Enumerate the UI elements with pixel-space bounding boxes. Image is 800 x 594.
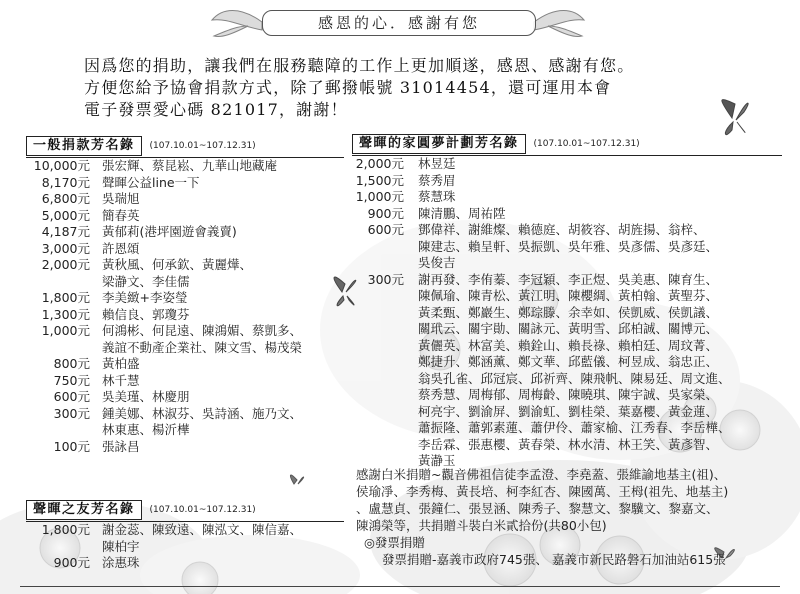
donor-row — [352, 206, 782, 223]
note-line: 侯瑜凈、李秀梅、黃長培、柯李紅杏、陳國萬、王栂(祖先、地基主) — [356, 484, 729, 499]
donation-amount: 1,000元 — [355, 189, 404, 204]
donor-row — [26, 175, 346, 192]
donation-amount: 1,800元 — [41, 522, 90, 537]
note-line: 發票捐贈-嘉義市政府745張、 嘉義市新民路磐石加油站615張 — [382, 552, 726, 567]
donor-names: 黃郁莉(港坪園遊會義賣) — [102, 224, 237, 239]
donor-names-continued: 梁瀞文、李佳儒 — [102, 273, 190, 289]
friends-heading: 聲暉之友芳名錄 — [26, 500, 142, 520]
donor-row — [26, 522, 346, 539]
donor-row — [26, 241, 346, 258]
donor-row — [26, 373, 346, 390]
dream-plan-list — [352, 156, 782, 470]
donor-names-continued: 陳佩瑜、陳青松、黃江明、陳櫻綢、黃柏翰、黃聖芬、 — [418, 288, 719, 303]
rice-and-invoice-notes — [356, 466, 728, 568]
donor-row — [26, 208, 346, 225]
donor-names: 賴信良、郭瓊芬 — [102, 306, 190, 322]
donor-row — [352, 189, 782, 206]
donor-row — [26, 389, 346, 406]
friends-header — [26, 500, 256, 520]
donor-names-continued: 陳建志、賴呈軒、吳振凱、吳年雅、吳彥儒、吳彥廷、 — [418, 238, 719, 254]
donation-amount: 1,000元 — [41, 323, 90, 338]
donor-names: 李美緻+李姿瑩 — [102, 290, 188, 305]
donor-row — [352, 173, 782, 190]
donor-names: 張宏輝、蔡昆崧、九華山地藏庵 — [102, 158, 278, 173]
donor-names-continued: 蕭振隆、蕭郭素蓮、蕭伊伶、蕭家榆、江秀春、李岳樺、 — [418, 420, 731, 435]
donor-names: 陳清鵬、周祐陞 — [418, 205, 506, 221]
donor-row — [26, 158, 346, 175]
donor-names-continued: 黃瀞玉 — [418, 453, 456, 468]
donor-row — [26, 439, 346, 456]
donor-names: 黃柏盛 — [102, 356, 140, 371]
note-line: 、盧慧貞、張鐘仁、張昱涵、陳秀子、黎慧文、黎驥文、黎嘉文、 — [356, 501, 719, 516]
donation-amount: 3,000元 — [41, 240, 90, 256]
donation-amount: 2,000元 — [41, 257, 90, 272]
dream-plan-date: (107.10.01~107.12.31) — [533, 139, 640, 149]
general-donation-list — [26, 158, 346, 455]
donation-amount: 4,187元 — [41, 224, 90, 239]
donation-amount: 800元 — [53, 356, 90, 371]
donor-names: 蔡慧珠 — [418, 189, 456, 204]
donor-names: 鍾美娜、林淑芬、吳詩涵、施乃文、 — [102, 405, 303, 421]
divider — [20, 586, 780, 587]
donation-amount: 5,000元 — [41, 207, 90, 223]
donation-amount: 1,800元 — [41, 290, 90, 305]
donor-row — [26, 323, 346, 340]
donation-amount: 10,000元 — [33, 158, 90, 173]
donor-names: 林千慧 — [102, 372, 140, 388]
donor-names-continued: 黃柔甄、鄭巖生、鄭琮滕、余幸如、侯凱威、侯凱議、 — [418, 304, 719, 320]
donor-names-continued: 林東惠、楊沂樺 — [102, 422, 190, 437]
donation-amount: 8,170元 — [41, 174, 90, 190]
donor-row — [26, 555, 346, 572]
donor-row — [26, 356, 346, 373]
donor-names-continued: 蔡秀慧、周梅郁、周梅齡、陳曉琪、陳宇誠、吳家榮、 — [418, 387, 719, 402]
donor-row — [26, 191, 346, 208]
donor-names: 涂惠珠 — [102, 555, 140, 570]
donor-names-continued: 陳柏宇 — [102, 538, 140, 554]
donor-names: 聲暉公益line一下 — [102, 174, 200, 190]
donor-names: 吳美瑾、林慶朋 — [102, 389, 190, 404]
donation-amount: 1,300元 — [41, 306, 90, 322]
note-line: 感謝白米捐贈~觀音佛祖信徒李孟澄、李堯蓋、張維諭地基主(祖)、 — [356, 467, 727, 482]
donor-row — [26, 290, 346, 307]
intro-line: 方便您給予協會捐款方式，除了郵撥帳號 31014454，還可運用本會 — [84, 78, 612, 97]
donation-amount: 300元 — [53, 405, 90, 421]
donor-names-continued: 關玳云、關宇勛、關詠元、黃明雪、邱柏誠、關博元、 — [418, 321, 719, 336]
donor-row — [26, 257, 346, 274]
donor-names: 鄧偉祥、謝維燦、賴德庭、胡筱容、胡旌揚、翁梓、 — [418, 222, 706, 237]
note-line: ◎發票捐贈 — [364, 535, 425, 550]
donor-row — [26, 406, 346, 423]
intro-paragraph — [84, 55, 724, 121]
page-title: 感恩的心．感謝有您 — [262, 10, 536, 36]
donation-amount: 900元 — [53, 555, 90, 570]
dream-plan-heading: 聲暉的家圓夢計劃芳名錄 — [352, 134, 526, 154]
donor-names-continued: 義誼不動產企業社、陳文雪、楊茂榮 — [102, 339, 303, 355]
donor-names: 許恩頌 — [102, 240, 140, 256]
note-line: 陳鴻榮等，共捐贈斗裝白米貳拾份(共80小包) — [356, 518, 607, 533]
donor-names-continued: 黃儷英、林富美、賴銓山、賴長祿、賴柏廷、周玟菁、 — [418, 337, 719, 353]
donor-row — [352, 156, 782, 173]
general-donation-header — [26, 136, 256, 156]
donor-row — [352, 222, 782, 239]
donation-amount: 6,800元 — [41, 191, 90, 206]
donor-names: 張詠昌 — [102, 438, 140, 454]
friends-date: (107.10.01~107.12.31) — [149, 505, 256, 515]
donor-names: 何鴻彬、何昆遠、陳鴻媚、蔡凱多、 — [102, 323, 303, 338]
donation-amount: 100元 — [53, 438, 90, 454]
donor-names: 謝金蕊、陳致遠、陳泓文、陳信嘉、 — [102, 522, 303, 537]
donation-amount: 600元 — [53, 389, 90, 404]
donation-amount: 600元 — [367, 222, 404, 237]
donation-amount: 2,000元 — [355, 156, 404, 171]
donor-row — [26, 307, 346, 324]
friends-list — [26, 522, 346, 572]
donation-amount: 300元 — [367, 271, 404, 287]
donor-names-continued: 李岳霖、張惠櫻、黃春榮、林水清、林王笑、黃彥智、 — [418, 436, 719, 452]
intro-line: 因爲您的捐助，讓我們在服務聽障的工作上更加順遂，感恩、感謝有您。 — [84, 56, 635, 75]
donor-names: 黃秋風、何承欽、黃麗燁、 — [102, 257, 253, 272]
general-donation-heading: 一般捐款芳名錄 — [26, 136, 142, 156]
donor-names-continued: 鄭捷升、鄭涵薰、鄭文華、邱藍儀、柯昱成、翁忠正、 — [418, 354, 719, 369]
donor-names: 林昱廷 — [418, 156, 456, 171]
donor-names-continued: 翁吳孔雀、邱冠宸、邱祈齊、陳飛帆、陳易廷、周文進、 — [418, 370, 731, 386]
donor-names-continued: 柯亮宇、劉渝屏、劉渝虹、劉桂榮、葉嘉櫻、黃金蓮、 — [418, 403, 719, 419]
donor-names: 謝再發、李侑蓁、李冠穎、李正煜、吳美惠、陳育生、 — [418, 271, 719, 287]
donor-names: 蔡秀眉 — [418, 172, 456, 188]
donation-amount: 900元 — [367, 205, 404, 221]
donation-amount: 1,500元 — [355, 172, 404, 188]
general-donation-date: (107.10.01~107.12.31) — [149, 141, 256, 151]
intro-line: 電子發票愛心碼 821017，謝謝！ — [84, 100, 348, 119]
donor-row — [352, 272, 782, 289]
donation-amount: 750元 — [53, 372, 90, 388]
dream-plan-header — [352, 134, 640, 154]
donor-names: 吳瑞旭 — [102, 191, 140, 206]
donor-row — [26, 224, 346, 241]
donor-names: 簡春英 — [102, 207, 140, 223]
donor-names-continued: 吳俊吉 — [418, 255, 456, 270]
